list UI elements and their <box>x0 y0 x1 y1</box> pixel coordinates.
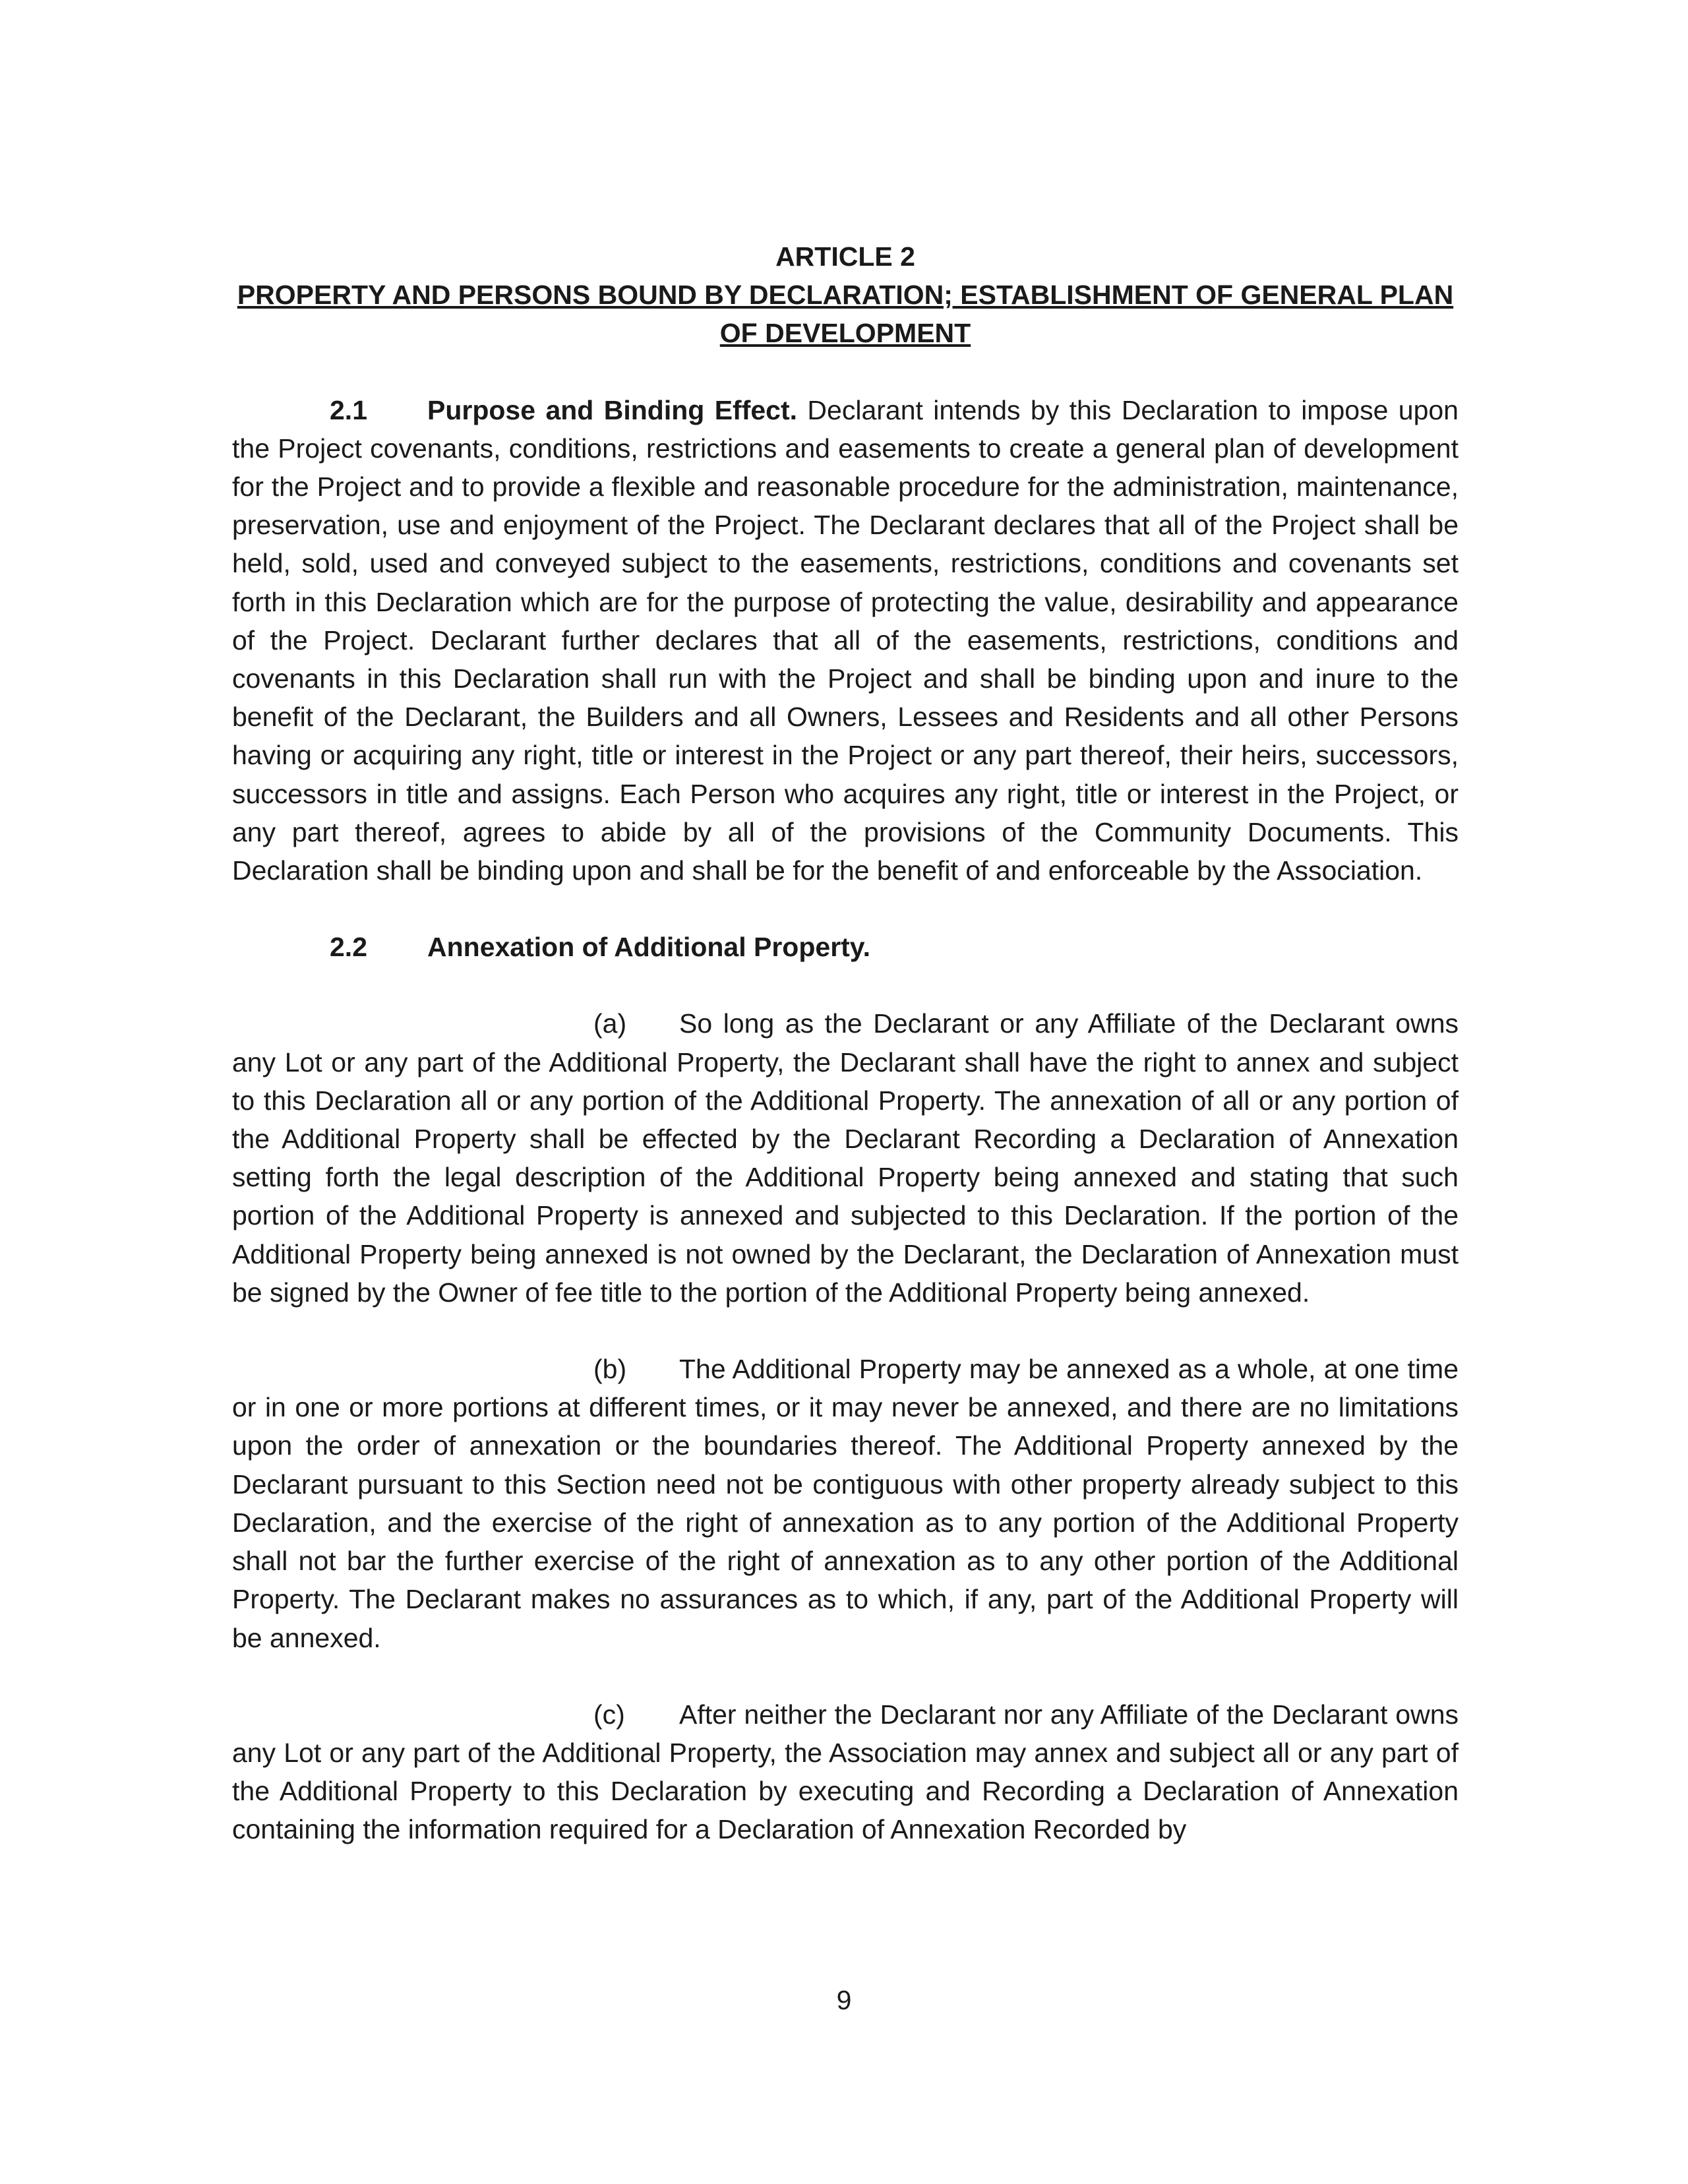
article-title: ARTICLE 2 <box>775 241 915 272</box>
section-number: 2.1 <box>330 394 367 425</box>
subsection-label: (c) <box>593 1699 625 1730</box>
section-body: Declarant intends by this Declaration to impose upon the Project covenants, conditions, restrictions and easements to create a general plan of development for the Project and to provide a flexible and reasonable procedure for the administration, maintenance, preservation, use and enjoyment of the Project. The Declarant declares that all of the Project shall be held, sold, used and conveyed subject to the easements, restrictions, conditions and covenants set forth in this Declaration which are for the purpose of protecting the value, desirability and appearance of the Project. Declarant further declares that all of the easements, restrictions, conditions and covenants in this Declaration shall run with the Project and shall be binding upon and inure to the benefit of the Declarant, the Builders and all Owners, Lessees and Residents and all other Persons having or acquiring any right, title or interest in the Project or any part thereof, their heirs, successors, successors in title and assigns. Each Person who acquires any right, title or interest in the Project, or any part thereof, agrees to abide by all of the provisions of the Community Documents. This Declaration shall be binding upon and shall be for the benefit of and enforceable by the Association. <box>232 394 1459 886</box>
subsection-c <box>232 1695 1459 1849</box>
subsection-label: (a) <box>593 1008 627 1039</box>
subsection-a <box>232 1004 1459 1312</box>
section-2-2-heading <box>232 928 1459 966</box>
section-2-1 <box>232 391 1459 890</box>
section-number: 2.2 <box>330 932 367 963</box>
page-content <box>232 237 1459 1849</box>
subsection-body: After neither the Declarant nor any Affiliate of the Declarant owns any Lot or any part of the Additional Property, the Association may annex and subject all or any part of the Additional Property to this Declaration by executing and Recording a Declaration of Annexation containing the information required for a Declaration of Annexation Recorded by <box>232 1699 1459 1845</box>
page-number: 9 <box>836 1985 852 2015</box>
section-heading: Annexation of Additional Property. <box>427 932 870 963</box>
subsection-body: The Additional Property may be annexed as a whole, at one time or in one or more portions at different times, or it may never be annexed, and there are no limitations upon the order of annexation or the boundaries thereof. The Additional Property annexed by the Declarant pursuant to this Section need not be contiguous with other property already subject to this Declaration, and the exercise of the right of annexation as to any portion of the Additional Property shall not bar the further exercise of the right of annexation as to any other portion of the Additional Property. The Declarant makes no assurances as to which, if any, part of the Additional Property will be annexed. <box>232 1354 1459 1653</box>
section-heading: Purpose and Binding Effect. <box>427 394 798 425</box>
subsection-label: (b) <box>593 1354 627 1385</box>
subsection-b <box>232 1350 1459 1657</box>
subsection-body: So long as the Declarant or any Affiliate of the Declarant owns any Lot or any part of the Additional Property, the Declarant shall have the right to annex and subject to this Declaration all or any portion of the Additional Property. The annexation of all or any portion of the Additional Property shall be effected by the Declarant Recording a Declaration of Annexation setting forth the legal description of the Additional Property being annexed and stating that such portion of the Additional Property is annexed and subjected to this Declaration. If the portion of the Additional Property being annexed is not owned by the Declarant, the Declaration of Annexation must be signed by the Owner of fee title to the portion of the Additional Property being annexed. <box>232 1008 1459 1308</box>
article-subtitle: PROPERTY AND PERSONS BOUND BY DECLARATION; ESTABLISHMENT OF GENERAL PLAN OF DEVELOPMENT <box>237 280 1454 349</box>
